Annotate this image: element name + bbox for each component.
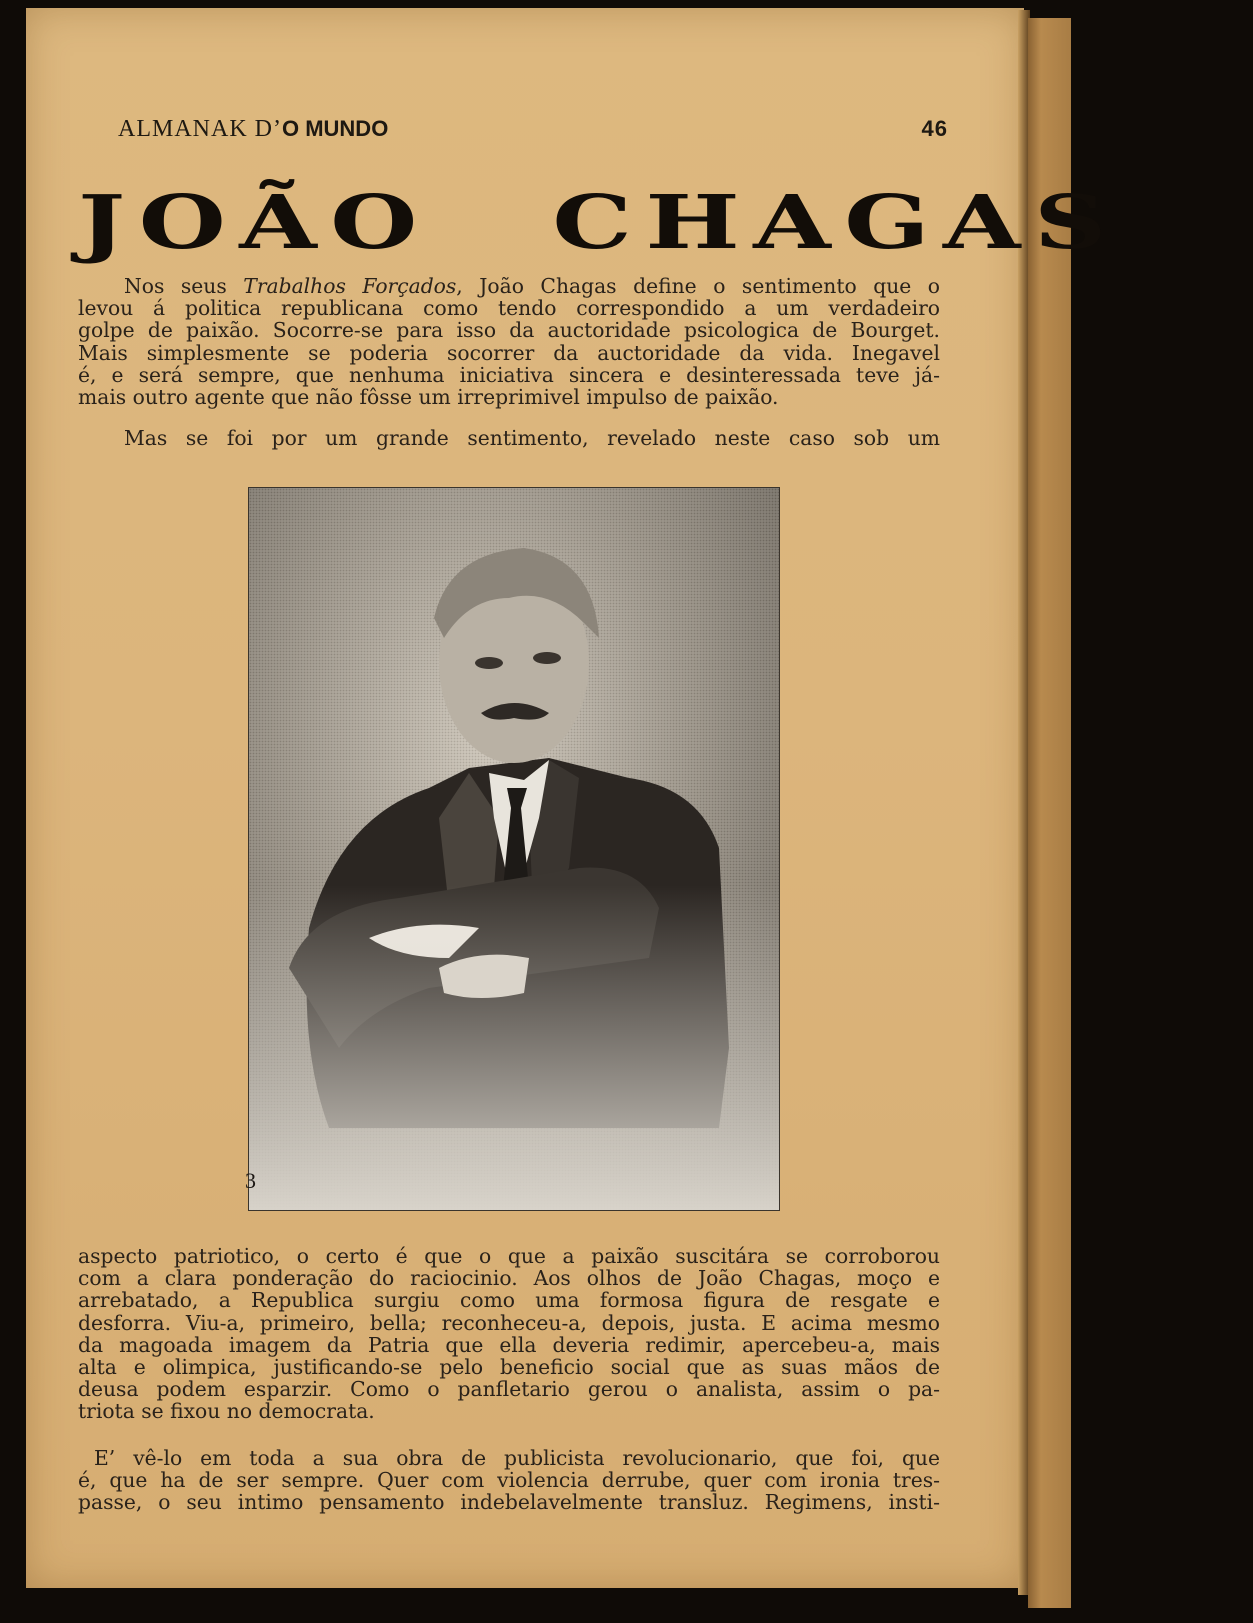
article-title	[78, 180, 1253, 266]
p1-line-5: é, e será sempre, que nenhuma iniciativa sincera e desinteressada teve já-	[78, 362, 940, 387]
p4-line-2: é, que ha de ser sempre. Quer com violencia derrube, quer com ironia tres-	[78, 1468, 940, 1493]
p3-line-6: alta e olimpica, justificando-se pelo beneficio social que as suas mãos de	[78, 1355, 940, 1380]
p4-line-1: E’ vê-lo em toda a sua obra de publicista revolucionario, que foi, que	[94, 1446, 940, 1470]
p1-line-3: golpe de paixão. Socorre-se para isso da auctoridade psicologica de Bourget.	[78, 318, 940, 343]
p3-line-4: desforra. Viu-a, primeiro, bella; reconheceu-a, depois, justa. E acima mesmo	[78, 1310, 940, 1335]
running-title-prefix: ALMANAK D’	[118, 116, 282, 142]
p2-line-1: Mas se foi por um grande sentimento, revelado neste caso sob um	[124, 426, 940, 450]
portrait-photo	[245, 487, 780, 1211]
p1-line-2: levou á politica republicana como tendo correspondido a um verdadeiro	[78, 296, 940, 321]
p3-line-5: da magoada imagem da Patria que ella deveria redimir, apercebeu-a, mais	[78, 1332, 940, 1357]
running-title	[118, 116, 388, 143]
p3-line-3: arrebatado, a Republica surgiu como uma formosa figura de resgate e	[78, 1288, 940, 1313]
p3-line-1: aspecto patriotico, o certo é que o que a paixão suscitára se corroborou	[78, 1244, 940, 1268]
paragraph-1	[78, 275, 940, 408]
p4-line-3: passe, o seu intimo pensamento indebelavelmente transluz. Regimens, insti-	[78, 1490, 940, 1515]
title-first-name: JOÃO	[78, 180, 431, 266]
p3-line-2: com a clara ponderação do raciocinio. Aos olhos de João Chagas, moço e	[78, 1266, 940, 1291]
book-title: Trabalhos Forçados	[243, 274, 457, 298]
running-header	[118, 116, 948, 146]
p1-line-1: Nos seus Trabalhos Forçados, João Chagas define o sentimento que o	[124, 274, 941, 298]
paragraph-4	[78, 1447, 940, 1514]
paragraph-2	[78, 427, 940, 449]
photo-corner-mark: 3	[245, 1168, 256, 1193]
page-number: 46	[921, 116, 948, 141]
portrait-illustration	[245, 488, 779, 1210]
running-title-bold: O MUNDO	[281, 116, 389, 141]
paragraph-3	[78, 1245, 940, 1423]
p1-line-4: Mais simplesmente se poderia socorrer da auctoridade da vida. Inegavel	[78, 340, 940, 365]
p1-line-6: mais outro agente que não fôsse um irreprimivel impulso de paixão.	[78, 385, 779, 410]
title-surname: CHAGAS	[552, 180, 1120, 266]
p3-line-7: deusa podem esparzir. Como o panfletario gerou o analista, assim o pa-	[78, 1377, 940, 1402]
p3-line-8: triota se fixou no democrata.	[78, 1399, 375, 1424]
